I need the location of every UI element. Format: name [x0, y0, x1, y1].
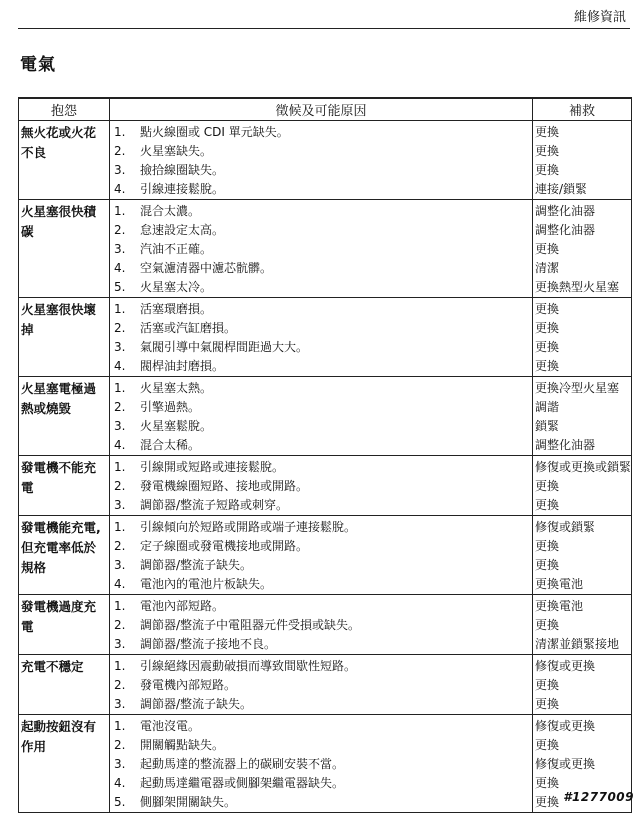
item-number: 3.: [113, 242, 126, 256]
remedy-text: 更換: [534, 125, 559, 139]
complaint-cell: 火星塞電極過熱或燒毀: [19, 377, 110, 456]
cause-text: 氣閥引導中氣閥桿間距過大大。: [139, 340, 308, 354]
cause-text: 引線傾向於短路或開路或端子連接鬆脫。: [139, 520, 356, 534]
section-title: 電氣: [20, 55, 56, 75]
cause-line: [110, 793, 532, 812]
remedy-text: 更換: [534, 321, 559, 335]
cause-cell: [109, 516, 532, 595]
remedy-text: 調整化油器: [534, 223, 595, 237]
cause-line: [110, 575, 532, 594]
cause-cell: [109, 298, 532, 377]
item-number: 4.: [113, 261, 126, 275]
cause-line: [110, 417, 532, 436]
remedy-cell: [532, 377, 631, 456]
column-header-complaint: 抱怨: [19, 98, 110, 121]
cause-text: 電池內部短路。: [139, 599, 224, 613]
table-row: [19, 200, 632, 298]
cause-line: [110, 240, 532, 259]
item-number: 2.: [113, 539, 126, 553]
complaint-cell: 無火花或火花不良: [19, 121, 110, 200]
remedy-text: 更換冷型火星塞: [534, 381, 619, 395]
remedy-text: 更換: [534, 795, 559, 809]
remedy-text: 更換熱型火星塞: [534, 280, 619, 294]
cause-line: [110, 161, 532, 180]
cause-line: [110, 695, 532, 714]
remedy-text: 更換電池: [534, 577, 583, 591]
cause-text: 引線連接鬆脫。: [139, 182, 224, 196]
item-number: 1.: [113, 302, 126, 316]
remedy-cell: [532, 298, 631, 377]
cause-line: [110, 676, 532, 695]
item-number: 1.: [113, 460, 126, 474]
cause-text: 火星塞鬆脫。: [139, 419, 212, 433]
complaint-cell: 火星塞很快積碳: [19, 200, 110, 298]
item-number: 2.: [113, 738, 126, 752]
remedy-text: 修復或更換: [534, 659, 595, 673]
complaint-cell: 發電機能充電,但充電率低於規格: [19, 516, 110, 595]
troubleshooting-table: [18, 97, 632, 813]
cause-line: [110, 180, 532, 199]
cause-line: [110, 635, 532, 654]
remedy-text: 調整化油器: [534, 438, 595, 452]
item-number: 3.: [113, 340, 126, 354]
item-number: 2.: [113, 618, 126, 632]
cause-text: 調節器/整流子接地不良。: [139, 637, 277, 651]
item-number: 1.: [113, 659, 126, 673]
table-row: [19, 715, 632, 813]
table-row: [19, 456, 632, 516]
cause-line: [110, 458, 532, 477]
remedy-text: 清潔並鎖緊接地: [534, 637, 619, 651]
item-number: 1.: [113, 599, 126, 613]
item-number: 1.: [113, 125, 126, 139]
remedy-text: 更換: [534, 359, 559, 373]
remedy-text: 調整化油器: [534, 204, 595, 218]
cause-cell: [109, 377, 532, 456]
item-number: 3.: [113, 498, 126, 512]
cause-cell: [109, 595, 532, 655]
remedy-cell: [532, 121, 631, 200]
item-number: 3.: [113, 419, 126, 433]
cause-text: 汽油不正確。: [139, 242, 212, 256]
remedy-cell: [532, 456, 631, 516]
remedy-text: 更換電池: [534, 599, 583, 613]
item-number: 3.: [113, 697, 126, 711]
cause-text: 發電機內部短路。: [139, 678, 236, 692]
remedy-text: 更換: [534, 498, 559, 512]
cause-line: [110, 556, 532, 575]
cause-text: 引線絕緣因震動破損而導致間歇性短路。: [139, 659, 356, 673]
remedy-text: 修復或更換或鎖緊: [534, 460, 631, 474]
cause-text: 調節器/整流子缺失。: [139, 697, 253, 711]
cause-text: 調節器/整流子中電阻器元件受損或缺失。: [139, 618, 361, 632]
item-number: 3.: [113, 637, 126, 651]
table-row: [19, 595, 632, 655]
cause-line: [110, 221, 532, 240]
item-number: 1.: [113, 381, 126, 395]
table-row: [19, 516, 632, 595]
remedy-cell: [532, 655, 631, 715]
item-number: 2.: [113, 400, 126, 414]
remedy-text: 清潔: [534, 261, 559, 275]
item-number: 3.: [113, 757, 126, 771]
cause-text: 起動馬達的整流器上的碳刷安裝不當。: [139, 757, 344, 771]
remedy-text: 更換: [534, 678, 559, 692]
cause-line: [110, 736, 532, 755]
cause-text: 調節器/整流子缺失。: [139, 558, 253, 572]
column-header-cause: 徵候及可能原因: [109, 98, 532, 121]
cause-line: [110, 755, 532, 774]
table-header-row: [19, 98, 632, 121]
remedy-cell: [532, 516, 631, 595]
cause-line: [110, 123, 532, 142]
cause-line: [110, 477, 532, 496]
cause-text: 火星塞缺失。: [139, 144, 212, 158]
cause-text: 引擎過熱。: [139, 400, 200, 414]
cause-text: 點火線圈或 CDI 單元缺失。: [139, 125, 289, 139]
cause-line: [110, 300, 532, 319]
cause-cell: [109, 715, 532, 813]
remedy-cell: [532, 200, 631, 298]
cause-text: 混合太濃。: [139, 204, 200, 218]
cause-text: 開關觸點缺失。: [139, 738, 224, 752]
cause-line: [110, 379, 532, 398]
cause-text: 起動馬達繼電器或側腳架繼電器缺失。: [139, 776, 344, 790]
cause-text: 撿拾線圈缺失。: [139, 163, 224, 177]
item-number: 4.: [113, 438, 126, 452]
cause-line: [110, 319, 532, 338]
cause-line: [110, 657, 532, 676]
cause-line: [110, 717, 532, 736]
remedy-text: 更換: [534, 697, 559, 711]
remedy-text: 更換: [534, 738, 559, 752]
remedy-text: 更換: [534, 539, 559, 553]
cause-text: 怠速設定太高。: [139, 223, 224, 237]
remedy-text: 更換: [534, 163, 559, 177]
table-row: [19, 655, 632, 715]
cause-line: [110, 142, 532, 161]
item-number: 5.: [113, 280, 126, 294]
table-body: [19, 121, 632, 813]
cause-text: 空氣濾清器中濾芯骯髒。: [139, 261, 272, 275]
item-number: 3.: [113, 558, 126, 572]
remedy-text: 更換: [534, 776, 559, 790]
cause-cell: [109, 655, 532, 715]
complaint-cell: 充電不穩定: [19, 655, 110, 715]
page-header: 維修資訊: [573, 10, 626, 25]
remedy-text: 更換: [534, 144, 559, 158]
cause-line: [110, 774, 532, 793]
cause-line: [110, 496, 532, 515]
item-number: 4.: [113, 359, 126, 373]
item-number: 2.: [113, 479, 126, 493]
remedy-text: 更換: [534, 618, 559, 632]
cause-text: 活塞或汽缸磨損。: [139, 321, 236, 335]
cause-text: 混合太稀。: [139, 438, 200, 452]
table-row: [19, 377, 632, 456]
cause-text: 電池內的電池片板缺失。: [139, 577, 272, 591]
remedy-text: 更換: [534, 242, 559, 256]
column-header-remedy: 補救: [532, 98, 631, 121]
cause-text: 側腳架開關缺失。: [139, 795, 236, 809]
cause-text: 閥桿油封磨損。: [139, 359, 224, 373]
item-number: 1.: [113, 520, 126, 534]
cause-line: [110, 597, 532, 616]
cause-line: [110, 436, 532, 455]
remedy-text: 更換: [534, 558, 559, 572]
complaint-cell: 發電機不能充電: [19, 456, 110, 516]
item-number: 1.: [113, 719, 126, 733]
cause-line: [110, 278, 532, 297]
complaint-cell: 起動按鈕沒有作用: [19, 715, 110, 813]
cause-line: [110, 537, 532, 556]
cause-cell: [109, 456, 532, 516]
remedy-text: 修復或鎖緊: [534, 520, 595, 534]
complaint-cell: 火星塞很快壞掉: [19, 298, 110, 377]
remedy-text: 修復或更換: [534, 719, 595, 733]
watermark: #1277009: [563, 790, 634, 804]
cause-text: 電池沒電。: [139, 719, 200, 733]
remedy-text: 連接/鎖緊: [534, 182, 588, 196]
cause-text: 引線開或短路或連接鬆脫。: [139, 460, 284, 474]
cause-text: 火星塞太熱。: [139, 381, 212, 395]
remedy-text: 更換: [534, 340, 559, 354]
cause-line: [110, 616, 532, 635]
item-number: 5.: [113, 795, 126, 809]
item-number: 1.: [113, 204, 126, 218]
item-number: 2.: [113, 223, 126, 237]
remedy-text: 更換: [534, 479, 559, 493]
item-number: 4.: [113, 577, 126, 591]
remedy-text: 鎖緊: [534, 419, 559, 433]
cause-text: 活塞環磨損。: [139, 302, 212, 316]
cause-cell: [109, 121, 532, 200]
item-number: 4.: [113, 182, 126, 196]
item-number: 2.: [113, 144, 126, 158]
header-rule: [18, 28, 630, 29]
cause-text: 火星塞太冷。: [139, 280, 212, 294]
item-number: 2.: [113, 678, 126, 692]
cause-text: 調節器/整流子短路或刺穿。: [139, 498, 289, 512]
item-number: 2.: [113, 321, 126, 335]
cause-text: 定子線圈或發電機接地或開路。: [139, 539, 308, 553]
remedy-cell: [532, 595, 631, 655]
table-row: [19, 121, 632, 200]
remedy-text: 更換: [534, 302, 559, 316]
cause-cell: [109, 200, 532, 298]
item-number: 4.: [113, 776, 126, 790]
cause-line: [110, 202, 532, 221]
cause-text: 發電機線圈短路、接地或開路。: [139, 479, 308, 493]
remedy-text: 調諧: [534, 400, 559, 414]
item-number: 3.: [113, 163, 126, 177]
cause-line: [110, 338, 532, 357]
remedy-text: 修復或更換: [534, 757, 595, 771]
table-row: [19, 298, 632, 377]
cause-line: [110, 259, 532, 278]
complaint-cell: 發電機過度充電: [19, 595, 110, 655]
cause-line: [110, 518, 532, 537]
cause-line: [110, 398, 532, 417]
cause-line: [110, 357, 532, 376]
